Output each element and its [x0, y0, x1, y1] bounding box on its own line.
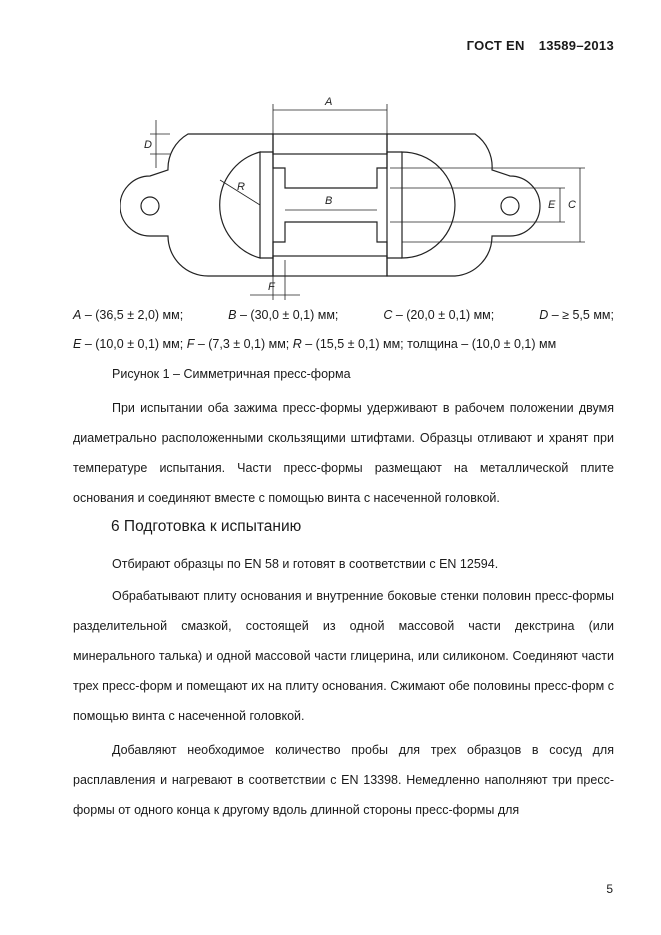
legend-d-text: – ≥ 5,5 мм;	[548, 308, 614, 322]
label-f: F	[268, 281, 275, 293]
legend-a	[73, 301, 183, 330]
page-number: 5	[606, 882, 613, 896]
legend-d-letter: D	[539, 308, 549, 322]
paragraph-1-text: При испытании оба зажима пресс-формы удерживают в рабочем положении двумя диаметрально расположенными скользящими штифтами. Образцы отливают и хранят при температуре испытания. Части пресс-формы размещают на металлической плите основания и соединяют вместе с помощью винта с насеченной головкой.	[73, 401, 614, 505]
right-hole	[501, 197, 519, 215]
legend-r-letter: R	[292, 337, 302, 351]
paragraph-4-text: Добавляют необходимое количество пробы для трех образцов в сосуд для расплавления и нагревают в соответствии с EN 13398. Немедленно наполняют три пресс-формы от одного конца к другому вдоль длинной стороны пресс-формы для	[73, 743, 614, 817]
left-hole	[141, 197, 159, 215]
bottom-block	[273, 256, 387, 276]
label-r: R	[237, 181, 245, 193]
legend-f-letter: F	[186, 337, 195, 351]
legend-a-text: – (36,5 ± 2,0) мм;	[81, 308, 184, 322]
left-semicircle	[220, 152, 260, 258]
paragraph-2	[73, 549, 614, 579]
legend-line-2	[73, 330, 614, 359]
legend-b	[228, 301, 338, 330]
page-header	[467, 38, 614, 53]
paragraph-4	[73, 735, 614, 825]
legend-f	[187, 330, 293, 359]
press-form-drawing	[120, 90, 600, 305]
label-e: E	[548, 199, 556, 211]
paragraph-3-text: Обрабатывают плиту основания и внутренние боковые стенки половин пресс-формы разделительной смазкой, состоящей из одной массовой части декстрина (или минерального талька) и одной массовой части глицерина, или силиконом. Соединяют части трех пресс-форм и помещают их на плиту основания. Сжимают обе половины пресс-форм с помощью винта с насеченной головкой.	[73, 589, 614, 723]
right-half-outline	[387, 134, 540, 276]
press-form-figure	[120, 90, 600, 305]
legend-e-letter: E	[73, 337, 82, 351]
figure-legend	[73, 301, 614, 359]
label-b: B	[325, 195, 333, 207]
header-number: 13589–2013	[538, 38, 614, 53]
figure-caption: Рисунок 1 – Симметричная пресс-форма	[112, 367, 351, 381]
channel-bottom	[260, 222, 402, 258]
channel-top	[260, 152, 402, 188]
section-heading: 6 Подготовка к испытанию	[111, 518, 302, 535]
legend-r	[293, 330, 556, 359]
legend-b-letter: B	[228, 308, 237, 322]
legend-d	[539, 301, 614, 330]
legend-c-letter: C	[383, 308, 393, 322]
header-standard: ГОСТ EN	[466, 38, 525, 53]
legend-f-text: – (7,3 ± 0,1) мм;	[194, 337, 290, 351]
paragraph-1	[73, 393, 614, 513]
top-block	[273, 134, 387, 154]
label-a: A	[325, 96, 333, 108]
legend-e-text: – (10,0 ± 0,1) мм;	[81, 337, 184, 351]
legend-a-letter: A	[73, 308, 82, 322]
legend-c-text: – (20,0 ± 0,1) мм;	[392, 308, 495, 322]
paragraph-3	[73, 581, 614, 731]
legend-line-1	[73, 301, 614, 330]
paragraph-2-text: Отбирают образцы по EN 58 и готовят в соответствии с EN 12594.	[112, 557, 499, 571]
legend-e	[73, 330, 187, 359]
legend-b-text: – (30,0 ± 0,1) мм;	[236, 308, 339, 322]
legend-c	[383, 301, 494, 330]
legend-r-text: – (15,5 ± 0,1) мм; толщина – (10,0 ± 0,1) мм	[301, 337, 557, 351]
label-d: D	[144, 139, 152, 151]
label-c: C	[568, 199, 576, 211]
